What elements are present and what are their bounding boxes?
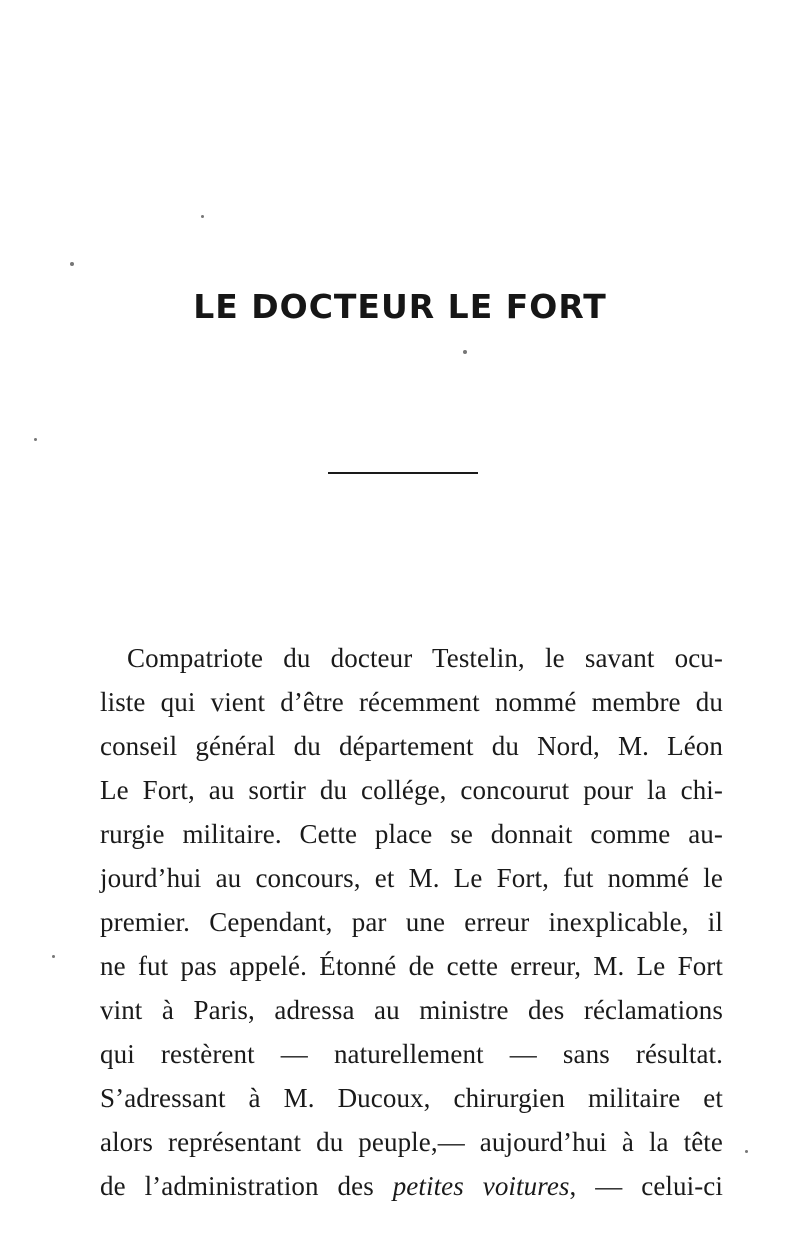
print-speck — [463, 350, 467, 354]
text-line: jourd’hui au concours, et M. Le Fort, fut nommé le — [100, 863, 723, 893]
text-line-last — [100, 1164, 723, 1208]
title-divider — [328, 472, 478, 474]
print-speck — [70, 262, 74, 266]
print-speck — [201, 215, 204, 218]
text-line: vint à Paris, adressa au ministre des réclamations — [100, 995, 723, 1025]
text-line: rurgie militaire. Cette place se donnait comme au- — [100, 819, 723, 849]
body-paragraph — [100, 636, 723, 1208]
print-speck — [52, 955, 55, 958]
text-line: premier. Cependant, par une erreur inexplicable, il — [100, 907, 723, 937]
print-speck — [34, 438, 37, 441]
text-line: alors représentant du peuple,— aujourd’hui à la tête — [100, 1127, 723, 1157]
text-line: liste qui vient d’être récemment nommé membre du — [100, 687, 723, 717]
print-speck — [745, 1150, 748, 1153]
text-line: ne fut pas appelé. Étonné de cette erreur, M. Le Fort — [100, 951, 723, 981]
text-line: conseil général du département du Nord, M. Léon — [100, 731, 723, 761]
text-segment: de l’administration des — [100, 1171, 393, 1201]
text-segment: , — celui-ci — [569, 1171, 723, 1201]
text-line: Compatriote du docteur Testelin, le savant ocu- — [127, 643, 723, 673]
text-line: qui restèrent — naturellement — sans résultat. — [100, 1039, 723, 1069]
text-line: Le Fort, au sortir du collége, concourut pour la chi- — [100, 775, 723, 805]
text-line: S’adressant à M. Ducoux, chirurgien militaire et — [100, 1083, 723, 1113]
italic-phrase: petites voitures — [392, 1171, 570, 1201]
chapter-title: LE DOCTEUR LE FORT — [193, 287, 607, 326]
